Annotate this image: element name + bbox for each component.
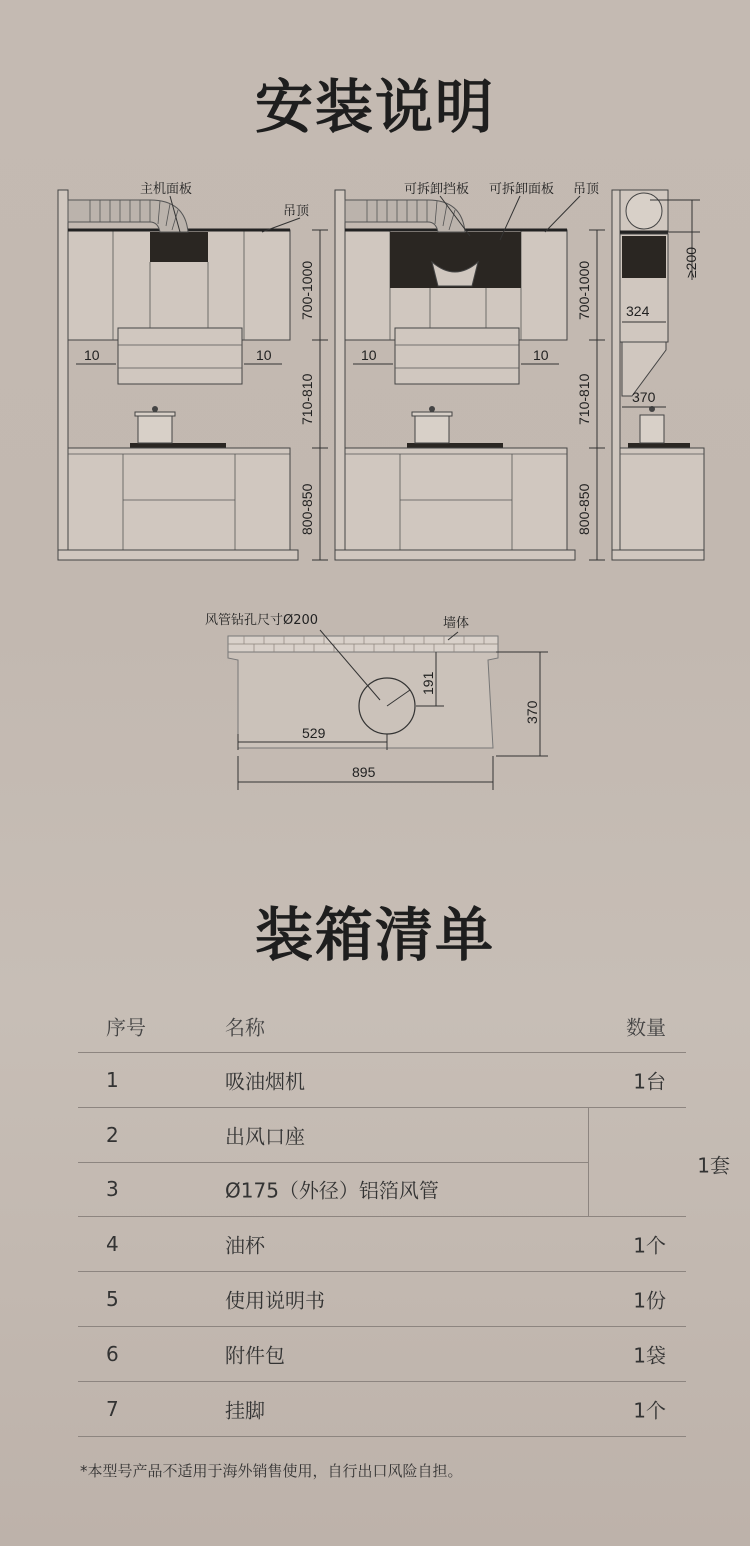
packing-list-table <box>78 1000 686 1437</box>
row-qty: 1个 <box>633 1398 666 1423</box>
cabinet-view-b <box>335 190 575 560</box>
row-name: 附件包 <box>225 1343 285 1368</box>
duct-a <box>68 200 188 232</box>
row-qty: 1袋 <box>633 1343 666 1368</box>
dim-370-side: 370 <box>632 389 656 405</box>
table-header <box>78 1000 686 1053</box>
label-ceiling-b: 吊顶 <box>573 182 600 197</box>
dim-710-810-b: 710-810 <box>576 373 592 425</box>
gap-left-a: 10 <box>84 347 100 363</box>
gap-right-b: 10 <box>533 347 549 363</box>
row-name: 吸油烟机 <box>225 1069 305 1094</box>
table-row <box>78 1382 686 1437</box>
dim-370-plan: 370 <box>524 700 540 724</box>
hood-main-panel <box>150 232 208 262</box>
row-no: 6 <box>106 1342 119 1366</box>
row-no: 3 <box>106 1177 119 1201</box>
table-row <box>78 1272 686 1327</box>
packing-title: 装箱清单 <box>254 901 495 969</box>
plan-view <box>228 636 498 748</box>
dim-895: 895 <box>352 764 376 780</box>
row-qty: 1台 <box>633 1069 666 1094</box>
label-main-panel: 主机面板 <box>140 182 193 197</box>
label-removable-baffle: 可拆卸挡板 <box>404 182 470 197</box>
table-row <box>78 1053 686 1108</box>
merged-qty: 1套 <box>697 1153 730 1178</box>
dim-700-1000-b: 700-1000 <box>576 260 592 320</box>
label-wall: 墙体 <box>443 616 470 631</box>
header-name: 名称 <box>225 1015 265 1040</box>
row-no: 2 <box>106 1123 119 1147</box>
row-qty: 1份 <box>633 1288 666 1313</box>
dim-324: 324 <box>626 303 650 319</box>
merged-cell-divider <box>588 1108 589 1216</box>
label-duct-hole: 风管钻孔尺寸Ø200 <box>205 613 319 628</box>
row-name: 油杯 <box>225 1233 265 1258</box>
row-no: 4 <box>106 1232 119 1256</box>
side-view <box>612 190 704 560</box>
row-name: 使用说明书 <box>225 1288 325 1313</box>
footnote: *本型号产品不适用于海外销售使用，自行出口风险自担。 <box>80 1462 463 1480</box>
dim-191: 191 <box>420 671 436 695</box>
dim-800-850-a: 800-850 <box>299 483 315 535</box>
dim-529: 529 <box>302 725 326 741</box>
table-row <box>78 1108 686 1162</box>
gap-right-a: 10 <box>256 347 272 363</box>
table-row <box>78 1217 686 1272</box>
label-removable-panel: 可拆卸面板 <box>489 182 555 197</box>
table-row <box>78 1162 686 1217</box>
dim-710-810-a: 710-810 <box>299 373 315 425</box>
install-title: 安装说明 <box>254 73 495 141</box>
row-no: 5 <box>106 1287 119 1311</box>
dim-700-1000-a: 700-1000 <box>299 260 315 320</box>
merged-row-divider <box>78 1162 588 1163</box>
dim-min-200: ≥200 <box>683 246 699 278</box>
row-no: 7 <box>106 1397 119 1421</box>
gap-left-b: 10 <box>361 347 377 363</box>
row-name: 出风口座 <box>225 1124 305 1149</box>
row-name: 挂脚 <box>225 1398 265 1423</box>
cabinet-view-a <box>58 190 298 560</box>
header-qty: 数量 <box>626 1015 666 1040</box>
dim-800-850-b: 800-850 <box>576 483 592 535</box>
table-row <box>78 1327 686 1382</box>
label-ceiling-a: 吊顶 <box>283 204 310 219</box>
row-name: Ø175（外径）铝箔风管 <box>225 1178 439 1203</box>
row-no: 1 <box>106 1068 119 1092</box>
header-no: 序号 <box>106 1015 146 1040</box>
row-qty: 1个 <box>633 1233 666 1258</box>
